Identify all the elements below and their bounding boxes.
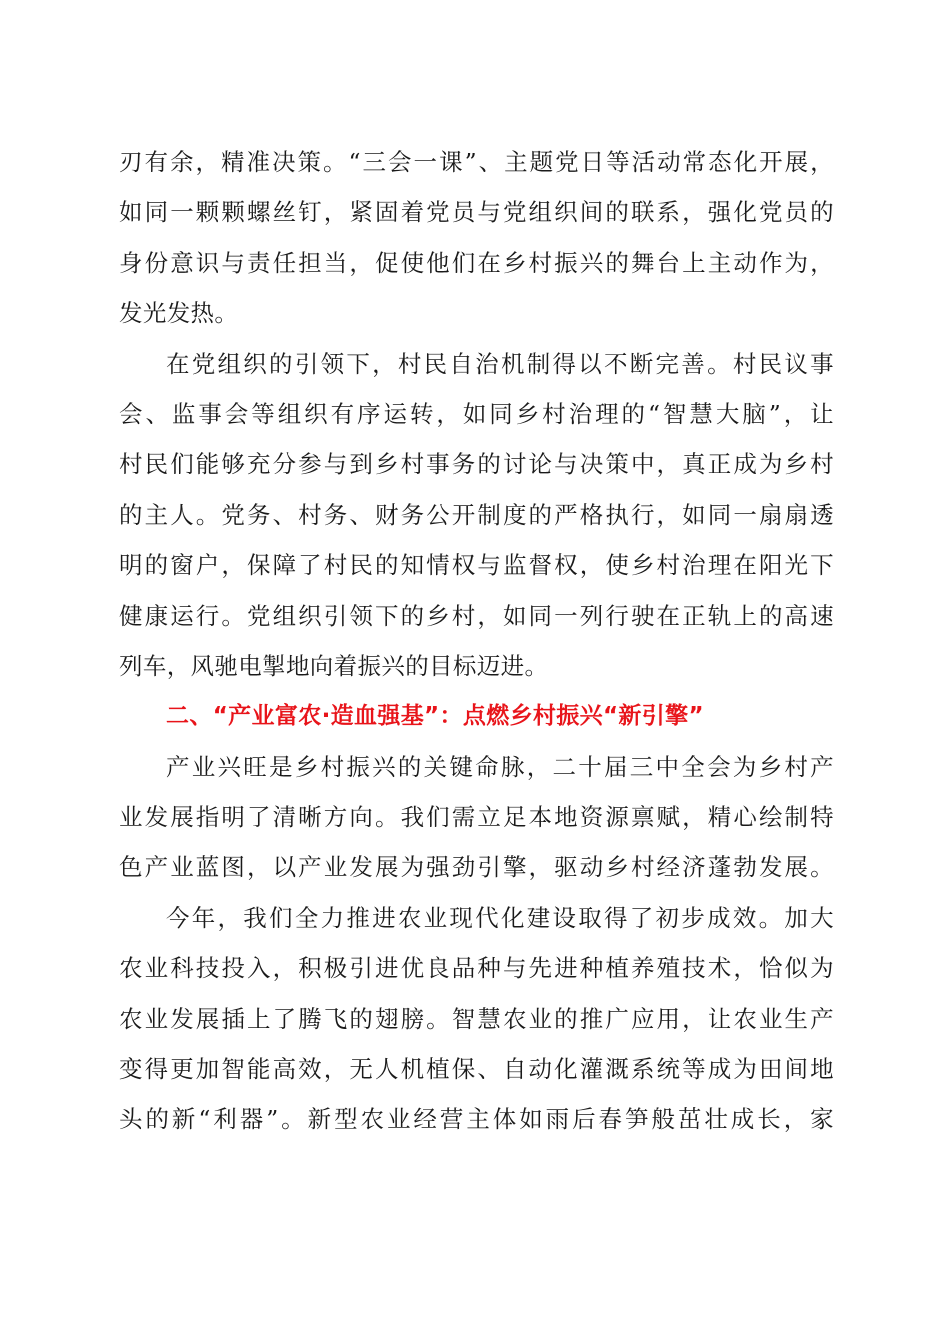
document-body <box>119 137 834 1145</box>
section-heading: 二、“产业富农·造血强基”：点燃乡村振兴“新引擎” <box>166 703 704 730</box>
paragraph-line: 色产业蓝图，以产业发展为强劲引擎，驱动乡村经济蓬勃发展。 <box>119 853 834 882</box>
paragraph-line: 健康运行。党组织引领下的乡村，如同一列行驶在正轨上的高速 <box>119 601 834 630</box>
paragraph-line: 农业发展插上了腾飞的翅膀。智慧农业的推广应用，让农业生产 <box>119 1004 834 1033</box>
paragraph-line: 会、监事会等组织有序运转，如同乡村治理的“智慧大脑”，让 <box>119 399 834 428</box>
paragraph-line: 产业兴旺是乡村振兴的关键命脉，二十届三中全会为乡村产 <box>166 752 834 781</box>
paragraph-line: 变得更加智能高效，无人机植保、自动化灌溉系统等成为田间地 <box>119 1055 834 1084</box>
paragraph-line: 发光发热。 <box>119 299 239 328</box>
paragraph-line: 农业科技投入，积极引进优良品种与先进种植养殖技术，恰似为 <box>119 954 834 983</box>
paragraph-line: 的主人。党务、村务、财务公开制度的严格执行，如同一扇扇透 <box>119 500 834 529</box>
paragraph-line: 列车，风驰电掣地向着振兴的目标迈进。 <box>119 651 549 680</box>
paragraph-line: 如同一颗颗螺丝钉，紧固着党员与党组织间的联系，强化党员的 <box>119 198 834 227</box>
paragraph-line: 今年，我们全力推进农业现代化建设取得了初步成效。加大 <box>166 903 834 932</box>
paragraph-line: 明的窗户，保障了村民的知情权与监督权，使乡村治理在阳光下 <box>119 551 834 580</box>
paragraph-line: 在党组织的引领下，村民自治机制得以不断完善。村民议事 <box>166 349 834 378</box>
paragraph-line: 头的新“利器”。新型农业经营主体如雨后春笋般茁壮成长，家 <box>119 1105 834 1134</box>
paragraph-line: 业发展指明了清晰方向。我们需立足本地资源禀赋，精心绘制特 <box>119 803 834 832</box>
paragraph-line: 村民们能够充分参与到乡村事务的讨论与决策中，真正成为乡村 <box>119 450 834 479</box>
paragraph-line: 身份意识与责任担当，促使他们在乡村振兴的舞台上主动作为， <box>119 248 834 277</box>
paragraph-line: 刃有余，精准决策。“三会一课”、主题党日等活动常态化开展， <box>119 148 834 176</box>
